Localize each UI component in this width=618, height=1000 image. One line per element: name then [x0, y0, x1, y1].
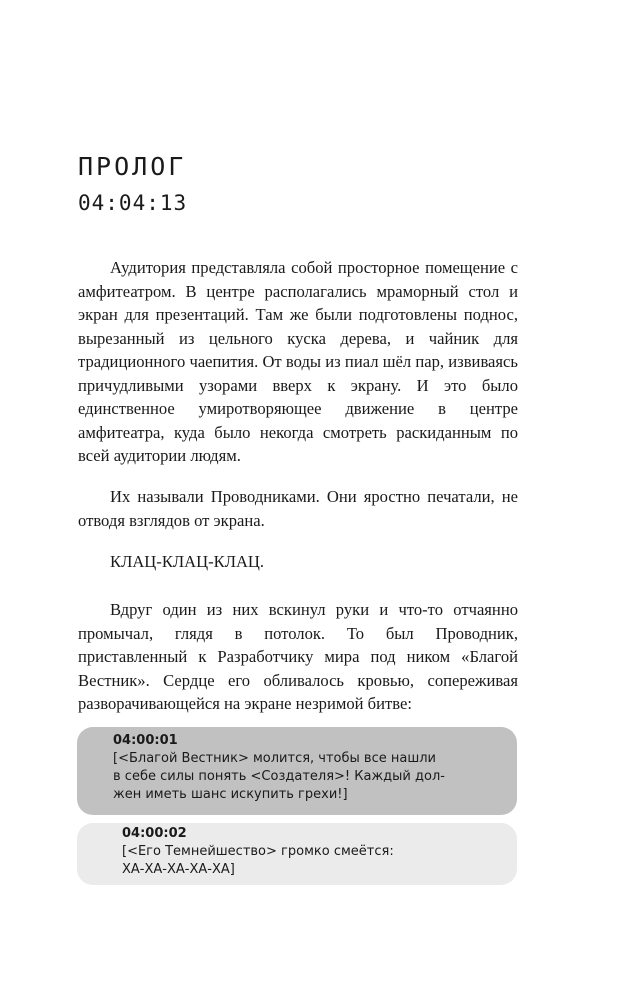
chat-message-box	[77, 727, 517, 815]
paragraph-auditorium: Аудитория представляла собой просторное помещение с амфитеатром. В центре располагались мраморный стол и экран для презентаций. Там же были подготовлены поднос, вырезанный из цельного куска дерева, и чайник для традиционного чаепития. От воды из пиал шёл пар, извиваясь причудливыми узорами вверх к экрану. И это было единственное умиротворяющее движение в центре амфитеатра, куда было некогда смотреть раскиданным по всей аудитории людям.	[78, 258, 518, 465]
chat-message-timestamp: 04:00:02	[122, 826, 187, 841]
chat-message-text: [<Благой Вестник> молится, чтобы все нашли в себе силы понять <Создателя>! Каждый дол- жен иметь шанс искупить грехи!]	[113, 751, 445, 802]
chat-message-timestamp: 04:00:01	[113, 733, 178, 748]
chapter-timestamp: 04:04:13	[78, 191, 188, 215]
paragraph-guide-reaction: Вдруг один из них вскинул руки и что-то отчаянно промычал, глядя в потолок. То был Проводник, приставленный к Разработчику мира под ником «Благой Вестник». Сердце его обливалось кровью, сопереживая разворачивающейся на экране незримой битве:	[78, 600, 518, 713]
paragraph-typing-sound: КЛАЦ-КЛАЦ-КЛАЦ.	[110, 552, 265, 571]
chapter-title: ПРОЛОГ	[78, 152, 187, 181]
chat-message-box	[77, 823, 517, 885]
chat-message-text: [<Его Темнейшество> громко смеётся: ХА-ХА-ХА-ХА-ХА]	[122, 844, 394, 877]
paragraph-guides: Их называли Проводниками. Они яростно печатали, не отводя взглядов от экрана.	[78, 487, 518, 530]
